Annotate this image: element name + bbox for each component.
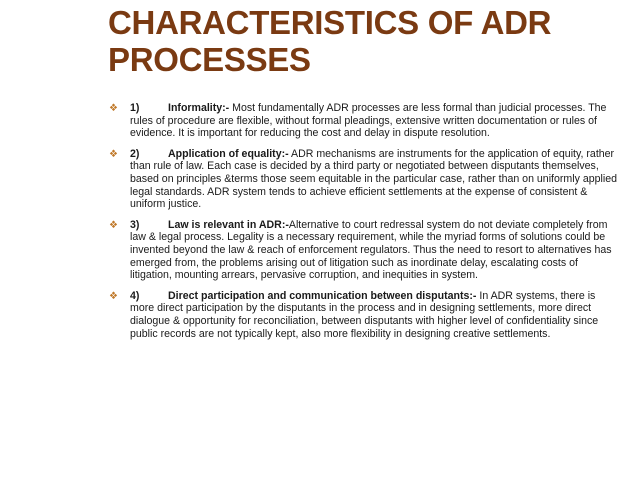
diamond-bullet-icon: ❖: [109, 219, 118, 231]
title-line-1: CHARACTERISTICS OF ADR: [108, 4, 552, 41]
title-line-2: PROCESSES: [108, 41, 311, 78]
item-number: 3): [130, 218, 140, 231]
item-lead: Direct participation and communication between disputants:-: [168, 289, 477, 302]
diamond-bullet-icon: ❖: [109, 290, 118, 302]
bullet-item-equality: [107, 148, 622, 211]
bullet-item-law-relevant: [107, 219, 622, 282]
item-body: Most fundamentally ADR processes are less formal than judicial processes. The rules of procedure are flexible, without formal pleadings, extensive written documentation or rules of evidence. It is important for reducing the cost and delay in dispute resolution.: [130, 102, 607, 140]
item-lead: Application of equality:-: [168, 147, 289, 160]
item-body: Alternative to court redressal system do not deviate completely from law & legal process. Legality is a necessary requirement, while the myriad forms of solutions could be invented beyond the law & reach of enforcement regulators. Thus the need to resort to alternatives has emerged from, the problems arising out of litigation such as inordinate delay, escalating costs of litigation, mounting arrears, pervasive corruption, and inequities in system.: [130, 218, 612, 282]
bullet-item-direct-participation: [107, 290, 622, 340]
diamond-bullet-icon: ❖: [109, 148, 118, 160]
item-number: 1): [130, 102, 140, 114]
item-lead: Informality:-: [168, 102, 230, 114]
slide-title: [108, 4, 628, 78]
bullet-list: [107, 102, 622, 348]
item-number: 2): [130, 147, 140, 160]
item-lead: Law is relevant in ADR:-: [168, 218, 289, 231]
item-body: ADR mechanisms are instruments for the application of equity, rather than rule of law. Each case is decided by a third party or negotiated between disputants themselves, based on principles &terms those seem equitable in the particular case, rather than on uniformly applied legal standards. ADR system tends to achieve efficient settlements at the expense of consistent & uniform justice.: [130, 147, 617, 211]
item-number: 4): [130, 289, 140, 302]
bullet-item-informality: [107, 102, 622, 140]
diamond-bullet-icon: ❖: [109, 103, 118, 114]
item-body: In ADR systems, there is more direct participation by the disputants in the process and in designing settlements, more direct dialogue & opportunity for reconciliation, between disputants with higher level of confidentiality since public records are not typically kept, also more flexibility in designing creative settlements.: [130, 289, 599, 340]
